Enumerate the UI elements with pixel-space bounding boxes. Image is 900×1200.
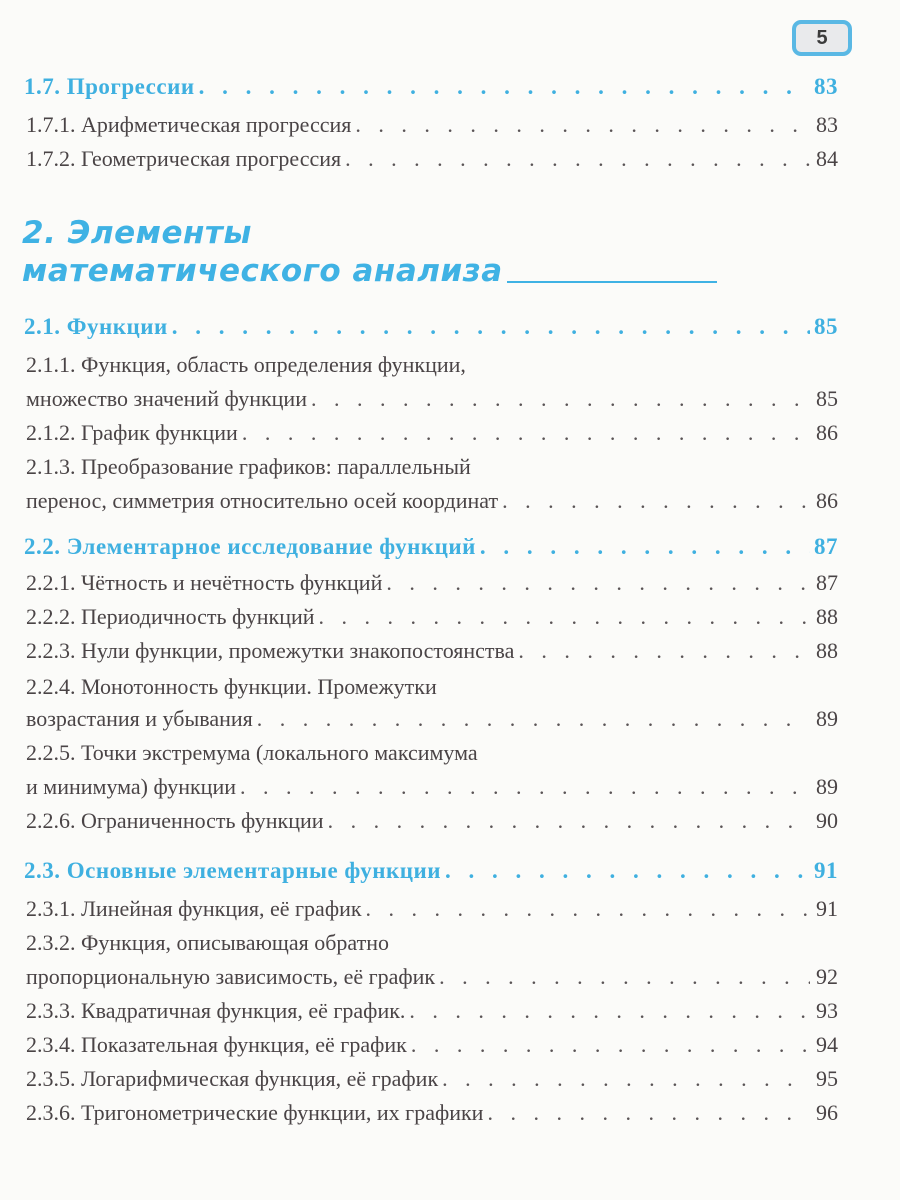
- toc-page: 96: [816, 1100, 838, 1125]
- toc-section-1-7[interactable]: [24, 72, 838, 102]
- toc-page: 93: [816, 998, 838, 1023]
- toc-item-1-7-1[interactable]: [26, 110, 838, 140]
- toc-page: 87: [816, 570, 838, 595]
- toc-title: 1.7.2. Геометрическая прогрессия: [26, 146, 342, 171]
- dot-leader: [341, 144, 810, 174]
- toc-title: пропорциональную зависимость, её график: [26, 964, 436, 989]
- dot-leader: [498, 486, 810, 516]
- toc-title: и минимума) функции: [26, 774, 236, 799]
- toc-item-2-1-1[interactable]: [26, 384, 838, 414]
- toc-page: 95: [816, 1066, 838, 1091]
- chapter-heading: [22, 214, 717, 290]
- dot-leader: [253, 704, 810, 734]
- toc-section-2-1[interactable]: [24, 312, 838, 342]
- toc-title: 2.3.4. Показательная функция, её график: [26, 1032, 407, 1057]
- toc-page: 85: [814, 314, 838, 339]
- toc-page: 91: [814, 858, 838, 883]
- page-number-badge: [792, 20, 852, 56]
- toc-title: 2.3. Основные элементарные функции: [24, 858, 442, 883]
- toc-title: 1.7. Прогрессии: [24, 74, 195, 99]
- toc-item-2-3-2-line1[interactable]: 2.3.2. Функция, описывающая обратно: [26, 930, 389, 955]
- toc-item-2-3-3[interactable]: [26, 996, 838, 1026]
- dot-leader: [441, 856, 810, 886]
- toc-page: 88: [816, 604, 838, 629]
- toc-title: 2.2.1. Чётность и нечётность функций: [26, 570, 383, 595]
- toc-title: 2.1.2. График функции: [26, 420, 238, 445]
- toc-item-2-2-6[interactable]: [26, 806, 838, 836]
- dot-leader: [362, 894, 810, 924]
- toc-item-2-1-2[interactable]: [26, 418, 838, 448]
- toc-page: 90: [816, 808, 838, 833]
- toc-page: 92: [816, 964, 838, 989]
- toc-title: перенос, симметрия относительно осей координат: [26, 488, 499, 513]
- toc-item-2-3-6[interactable]: [26, 1098, 838, 1128]
- toc-title: 2.2.3. Нули функции, промежутки знакопостоянства: [26, 638, 515, 663]
- toc-page: 89: [816, 706, 838, 731]
- toc-item-2-3-2[interactable]: [26, 962, 838, 992]
- toc-item-2-1-3-line1[interactable]: 2.1.3. Преобразование графиков: параллельный: [26, 454, 471, 479]
- toc-item-1-7-2[interactable]: [26, 144, 838, 174]
- dot-leader: [195, 72, 810, 102]
- dot-leader: [514, 636, 810, 666]
- dot-leader: [307, 384, 810, 414]
- dot-leader: [405, 996, 810, 1026]
- chapter-title-line1: 2. Элементы: [22, 215, 252, 251]
- toc-title: 2.2.2. Периодичность функций: [26, 604, 315, 629]
- toc-item-2-3-5[interactable]: [26, 1064, 838, 1094]
- toc-page: 89: [816, 774, 838, 799]
- toc-title: множество значений функции: [26, 386, 307, 411]
- dot-leader: [382, 568, 810, 598]
- toc-title: 2.3.1. Линейная функция, её график: [26, 896, 362, 921]
- toc-item-2-2-4[interactable]: [26, 704, 838, 734]
- toc-item-2-2-5[interactable]: [26, 772, 838, 802]
- dot-leader: [315, 602, 810, 632]
- toc-page: 86: [816, 420, 838, 445]
- dot-leader: [476, 532, 810, 562]
- toc-item-2-2-5-line1[interactable]: 2.2.5. Точки экстремума (локального максимума: [26, 740, 478, 765]
- toc-item-2-3-1[interactable]: [26, 894, 838, 924]
- toc-page: 88: [816, 638, 838, 663]
- toc-item-2-3-4[interactable]: [26, 1030, 838, 1060]
- toc-title: возрастания и убывания: [26, 706, 253, 731]
- toc-page: 85: [816, 386, 838, 411]
- dot-leader: [324, 806, 810, 836]
- toc-title: 2.3.5. Логарифмическая функция, её график: [26, 1066, 439, 1091]
- toc-title: 2.3.3. Квадратичная функция, её график.: [26, 998, 406, 1023]
- chapter-title-line2: математического анализа: [22, 253, 503, 289]
- toc-item-2-1-1-line1[interactable]: 2.1.1. Функция, область определения функции,: [26, 352, 466, 377]
- dot-leader: [236, 772, 810, 802]
- toc-item-2-2-3[interactable]: [26, 636, 838, 666]
- dot-leader: [168, 312, 810, 342]
- dot-leader: [351, 110, 810, 140]
- toc-page: 91: [816, 896, 838, 921]
- toc-title: 2.3.6. Тригонометрические функции, их графики: [26, 1100, 484, 1125]
- dot-leader: [238, 418, 810, 448]
- toc-item-2-2-1[interactable]: [26, 568, 838, 598]
- toc-page: 83: [816, 112, 838, 137]
- toc-page: 83: [814, 74, 838, 99]
- dot-leader: [435, 962, 810, 992]
- toc-page: 86: [816, 488, 838, 513]
- toc-title: 2.1. Функции: [24, 314, 168, 339]
- toc-item-2-1-3[interactable]: [26, 486, 838, 516]
- dot-leader: [483, 1098, 810, 1128]
- toc-page: 84: [816, 146, 838, 171]
- page-number: 5: [816, 26, 828, 49]
- toc-title: 2.2.6. Ограниченность функции: [26, 808, 324, 833]
- chapter-underline: [507, 281, 717, 283]
- toc-page: 94: [816, 1032, 838, 1057]
- toc-title: 2.2. Элементарное исследование функций: [24, 534, 476, 559]
- toc-section-2-2[interactable]: [24, 532, 838, 562]
- toc-item-2-2-4-line1[interactable]: 2.2.4. Монотонность функции. Промежутки: [26, 674, 437, 699]
- dot-leader: [438, 1064, 810, 1094]
- toc-page: 87: [814, 534, 838, 559]
- toc-section-2-3[interactable]: [24, 856, 838, 886]
- toc-item-2-2-2[interactable]: [26, 602, 838, 632]
- toc-title: 1.7.1. Арифметическая прогрессия: [26, 112, 352, 137]
- dot-leader: [407, 1030, 810, 1060]
